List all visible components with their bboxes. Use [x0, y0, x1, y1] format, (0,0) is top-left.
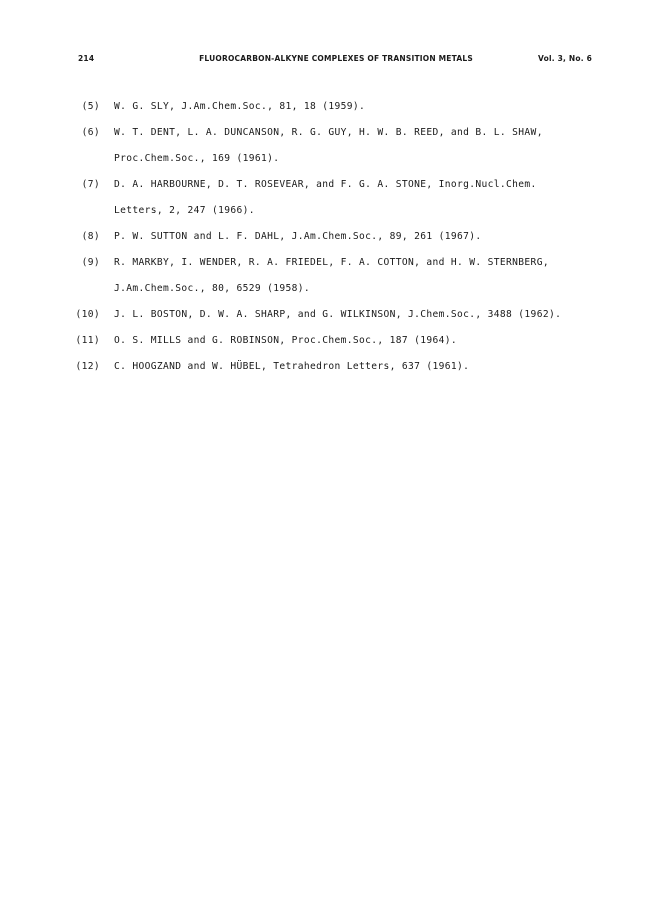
reference-text	[114, 302, 604, 328]
reference-number: (5)	[81, 101, 100, 112]
reference-number: (7)	[81, 179, 100, 190]
reference-line: O. S. MILLS and G. ROBINSON, Proc.Chem.Soc., 187 (1964).	[114, 335, 458, 346]
reference-line: Letters, 2, 247 (1966).	[114, 205, 255, 216]
reference-number: (10)	[75, 309, 100, 320]
reference-line: W. T. DENT, L. A. DUNCANSON, R. G. GUY, H. W. B. REED, and B. L. SHAW,	[114, 127, 543, 138]
reference-line: J.Am.Chem.Soc., 80, 6529 (1958).	[114, 283, 311, 294]
reference-text	[114, 224, 594, 250]
reference-item	[0, 250, 672, 302]
issue-label: Vol. 3, No. 6	[538, 54, 592, 63]
reference-line: C. HOOGZAND and W. HÜBEL, Tetrahedron Letters, 637 (1961).	[114, 361, 470, 372]
reference-text	[114, 172, 594, 224]
reference-text	[114, 328, 594, 354]
reference-line: Proc.Chem.Soc., 169 (1961).	[114, 153, 280, 164]
reference-text	[114, 354, 594, 380]
reference-number: (8)	[81, 231, 100, 242]
reference-number: (12)	[75, 361, 100, 372]
reference-item	[0, 328, 672, 354]
reference-list	[0, 94, 672, 380]
page-header	[0, 54, 672, 68]
reference-text	[114, 94, 594, 120]
reference-item	[0, 120, 672, 172]
reference-line: W. G. SLY, J.Am.Chem.Soc., 81, 18 (1959).	[114, 101, 366, 112]
reference-text	[114, 120, 594, 172]
reference-line: P. W. SUTTON and L. F. DAHL, J.Am.Chem.Soc., 89, 261 (1967).	[114, 231, 482, 242]
reference-item	[0, 354, 672, 380]
reference-line: R. MARKBY, I. WENDER, R. A. FRIEDEL, F. A. COTTON, and H. W. STERNBERG,	[114, 257, 549, 268]
reference-item	[0, 224, 672, 250]
reference-line: D. A. HARBOURNE, D. T. ROSEVEAR, and F. G. A. STONE, Inorg.Nucl.Chem.	[114, 179, 537, 190]
reference-number: (9)	[81, 257, 100, 268]
page-number: 214	[78, 54, 95, 63]
reference-line: J. L. BOSTON, D. W. A. SHARP, and G. WILKINSON, J.Chem.Soc., 3488 (1962).	[114, 309, 562, 320]
running-title: FLUOROCARBON-ALKYNE COMPLEXES OF TRANSITION METALS	[199, 54, 473, 63]
reference-text	[114, 250, 594, 302]
reference-number: (6)	[81, 127, 100, 138]
reference-item	[0, 94, 672, 120]
reference-item	[0, 172, 672, 224]
reference-item	[0, 302, 672, 328]
reference-number: (11)	[75, 335, 100, 346]
